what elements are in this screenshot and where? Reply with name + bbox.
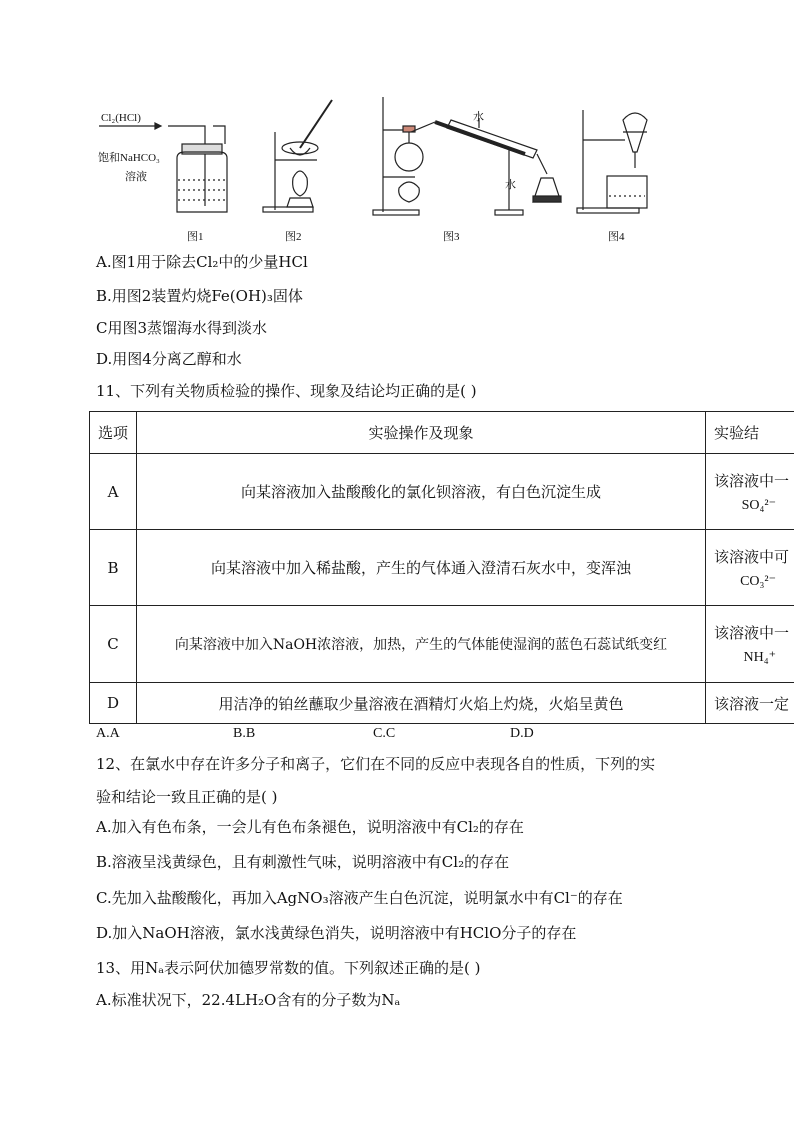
conclusion-ion: SO₄²⁻: [741, 497, 776, 513]
bottle-label-line1: 饱和NaHCO₃: [98, 152, 160, 164]
caption-fig4: 图4: [608, 231, 625, 243]
row-conclusion: 该溶液一定: [706, 683, 794, 724]
q10-option-d: D.用图4分离乙醇和水: [96, 350, 242, 368]
answer-b: B.B: [233, 726, 256, 741]
header-operation: 实验操作及现象: [137, 412, 706, 454]
row-conclusion: [706, 606, 794, 683]
water-label-top: 水: [473, 111, 484, 123]
q12-stem-line1: 12、在氯水中存在许多分子和离子，它们在不同的反应中表现各自的性质，下列的实: [96, 755, 656, 773]
conclusion-line1: 该溶液中一: [714, 624, 790, 642]
conclusion-line1: 该溶液中一: [714, 471, 790, 490]
caption-fig1: 图1: [187, 231, 204, 243]
caption-fig2: 图2: [285, 231, 302, 243]
q12-option-b: B.溶液呈浅黄绿色，且有刺激性气味，说明溶液中有Cl₂的存在: [96, 853, 510, 871]
q12-option-d: D.加入NaOH溶液，氯水浅黄绿色消失，说明溶液中有HClO分子的存在: [96, 924, 577, 942]
row-option: D: [90, 683, 137, 724]
table-row: [90, 454, 794, 530]
q12-stem-line2: 验和结论一致且正确的是( ): [96, 788, 278, 806]
answer-a: A.A: [96, 726, 120, 741]
table-row: [90, 606, 794, 683]
q11-answer-choices: [96, 726, 596, 744]
answer-c: C.C: [373, 726, 396, 741]
row-operation: 用洁净的铂丝蘸取少量溶液在酒精灯火焰上灼烧，火焰呈黄色: [137, 683, 706, 724]
q13-option-a: A.标准状况下，22.4LH₂O含有的分子数为Nₐ: [96, 991, 401, 1009]
row-option: A: [90, 454, 137, 530]
water-label-bottom: 水: [505, 179, 516, 191]
row-operation: 向某溶液中加入稀盐酸，产生的气体通入澄清石灰水中，变浑浊: [137, 530, 706, 606]
gas-label: Cl₂(HCl): [101, 112, 141, 124]
conclusion-ion: NH₄⁺: [743, 650, 776, 665]
header-option: 选项: [90, 412, 137, 454]
apparatus-drawing: [95, 92, 675, 242]
conclusion-line1: 该溶液中可: [714, 547, 790, 566]
q13-stem: 13、用Nₐ表示阿伏加德罗常数的值。下列叙述正确的是( ): [96, 959, 481, 977]
row-conclusion: [706, 454, 794, 530]
row-operation: 向某溶液加入盐酸酸化的氯化钡溶液，有白色沉淀生成: [137, 454, 706, 530]
apparatus-figure: [95, 92, 675, 242]
row-option: B: [90, 530, 137, 606]
conclusion-ion: CO₃²⁻: [740, 573, 776, 589]
table-row: [90, 683, 794, 724]
bottle-label-line2: 溶液: [125, 171, 147, 183]
q10-option-a: A.图1用于除去Cl₂中的少量HCl: [96, 253, 308, 271]
q10-option-c: C用图3蒸馏海水得到淡水: [96, 319, 268, 337]
q11-table: [89, 411, 794, 724]
row-operation: 向某溶液中加入NaOH浓溶液，加热，产生的气体能使湿润的蓝色石蕊试纸变红: [137, 606, 706, 683]
row-option: C: [90, 606, 137, 683]
row-conclusion: [706, 530, 794, 606]
answer-d: D.D: [510, 726, 534, 741]
header-conclusion: 实验结: [706, 412, 794, 454]
table-row: [90, 530, 794, 606]
q12-option-a: A.加入有色布条，一会儿有色布条褪色，说明溶液中有Cl₂的存在: [96, 818, 524, 836]
caption-fig3: 图3: [443, 231, 460, 243]
table-header-row: [90, 412, 794, 454]
q10-option-b: B.用图2装置灼烧Fe(OH)₃固体: [96, 287, 303, 305]
q12-option-c: C.先加入盐酸酸化，再加入AgNO₃溶液产生白色沉淀，说明氯水中有Cl⁻的存在: [96, 889, 623, 907]
q11-stem: 11、下列有关物质检验的操作、现象及结论均正确的是( ): [96, 382, 477, 400]
